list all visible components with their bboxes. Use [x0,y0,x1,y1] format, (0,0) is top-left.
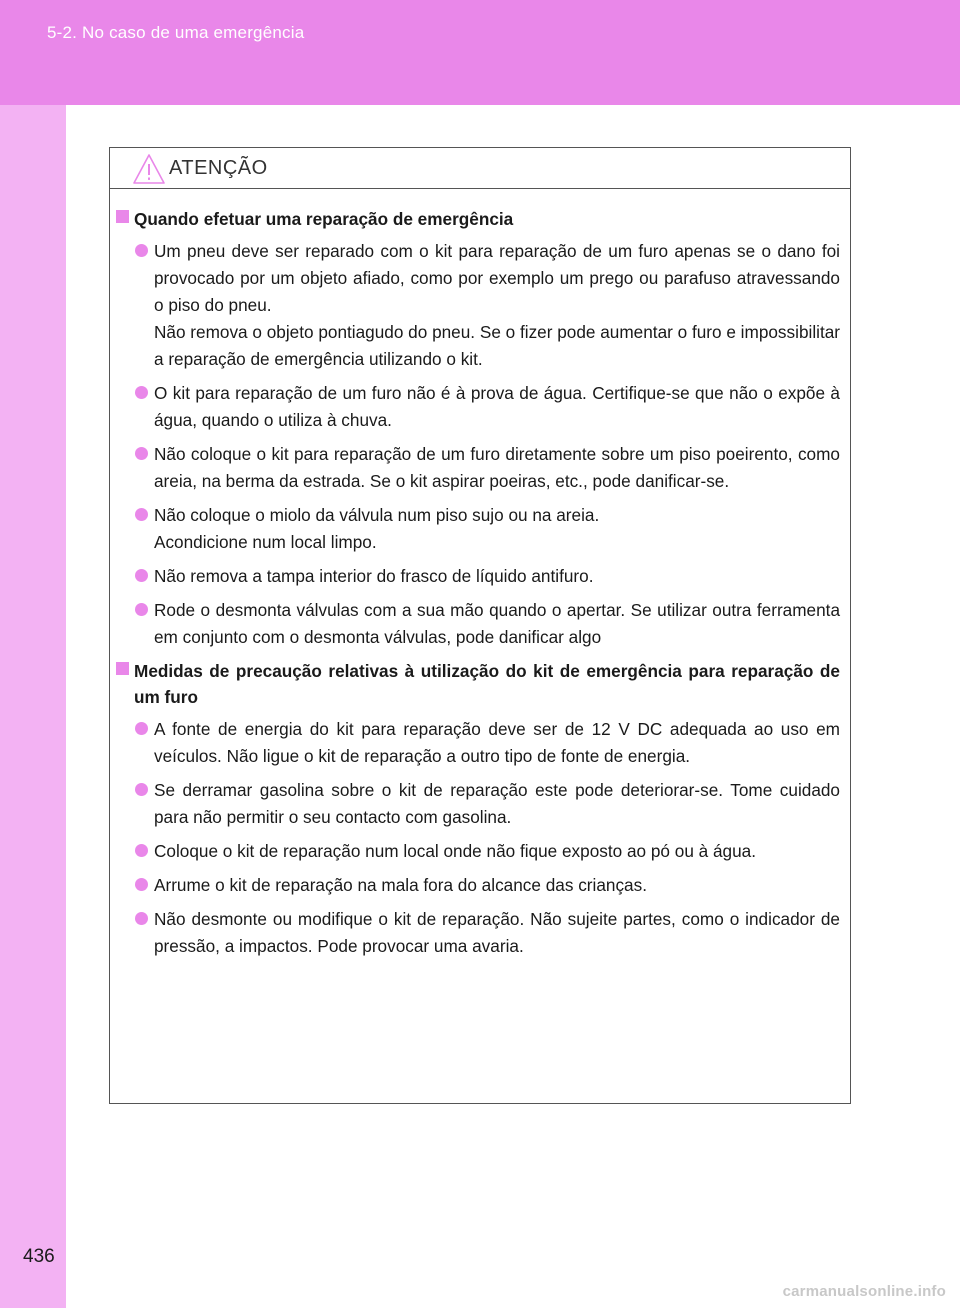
side-band [0,105,66,1308]
list-item: Não coloque o miolo da válvula num piso sujo ou na areia. Acondicione num local limpo. [116,502,840,556]
page-number: 436 [23,1246,55,1267]
warning-title: ATENÇÃO [169,157,268,179]
circle-bullet-icon [135,244,148,257]
circle-bullet-icon [135,878,148,891]
list-item: O kit para reparação de um furo não é à prova de água. Certifique-se que não o expõe à água, quando o utiliza à chuva. [116,380,840,434]
warning-body [110,189,850,960]
circle-bullet-icon [135,783,148,796]
list-item: Se derramar gasolina sobre o kit de reparação este pode deteriorar-se. Tome cuidado para não permitir o seu contacto com gasolina. [116,777,840,831]
circle-bullet-icon [135,569,148,582]
section-title: 5-2. No caso de uma emergência [47,23,305,42]
header-band [0,0,960,105]
circle-bullet-icon [135,603,148,616]
circle-bullet-icon [135,508,148,521]
circle-bullet-icon [135,386,148,399]
list-item: A fonte de energia do kit para reparação deve ser de 12 V DC adequada ao uso em veículos. Não ligue o kit de reparação a outro tipo de fonte de energia. [116,716,840,770]
watermark: carmanualsonline.info [782,1283,946,1300]
circle-bullet-icon [135,844,148,857]
list-item: Não remova a tampa interior do frasco de líquido antifuro. [116,563,840,590]
circle-bullet-icon [135,722,148,735]
square-bullet-icon [116,662,129,675]
square-bullet-icon [116,210,129,223]
circle-bullet-icon [135,912,148,925]
warning-header [110,148,850,189]
list-item: Um pneu deve ser reparado com o kit para reparação de um furo apenas se o dano foi provocado por um objeto afiado, como por exemplo um prego ou parafuso atravessando o piso do pneu. Não remova o objeto pontiagudo do pneu. Se o fizer pode aumentar o furo e impossibilitar a reparação de emergência utilizando o kit. [116,238,840,373]
section-heading: Quando efetuar uma reparação de emergência [116,206,840,232]
warning-box [109,147,851,1104]
warning-triangle-icon [132,153,166,185]
circle-bullet-icon [135,447,148,460]
list-item: Arrume o kit de reparação na mala fora do alcance das crianças. [116,872,840,899]
list-item: Rode o desmonta válvulas com a sua mão quando o apertar. Se utilizar outra ferramenta em conjunto com o desmonta válvulas, pode danificar algo [116,597,840,651]
list-item: Não coloque o kit para reparação de um furo diretamente sobre um piso poeirento, como areia, na berma da estrada. Se o kit aspirar poeiras, etc., pode danificar-se. [116,441,840,495]
section-heading: Medidas de precaução relativas à utilização do kit de emergência para reparação de um furo [116,658,840,710]
list-item: Não desmonte ou modifique o kit de reparação. Não sujeite partes, como o indicador de pressão, a impactos. Pode provocar uma avaria. [116,906,840,960]
list-item: Coloque o kit de reparação num local onde não fique exposto ao pó ou à água. [116,838,840,865]
